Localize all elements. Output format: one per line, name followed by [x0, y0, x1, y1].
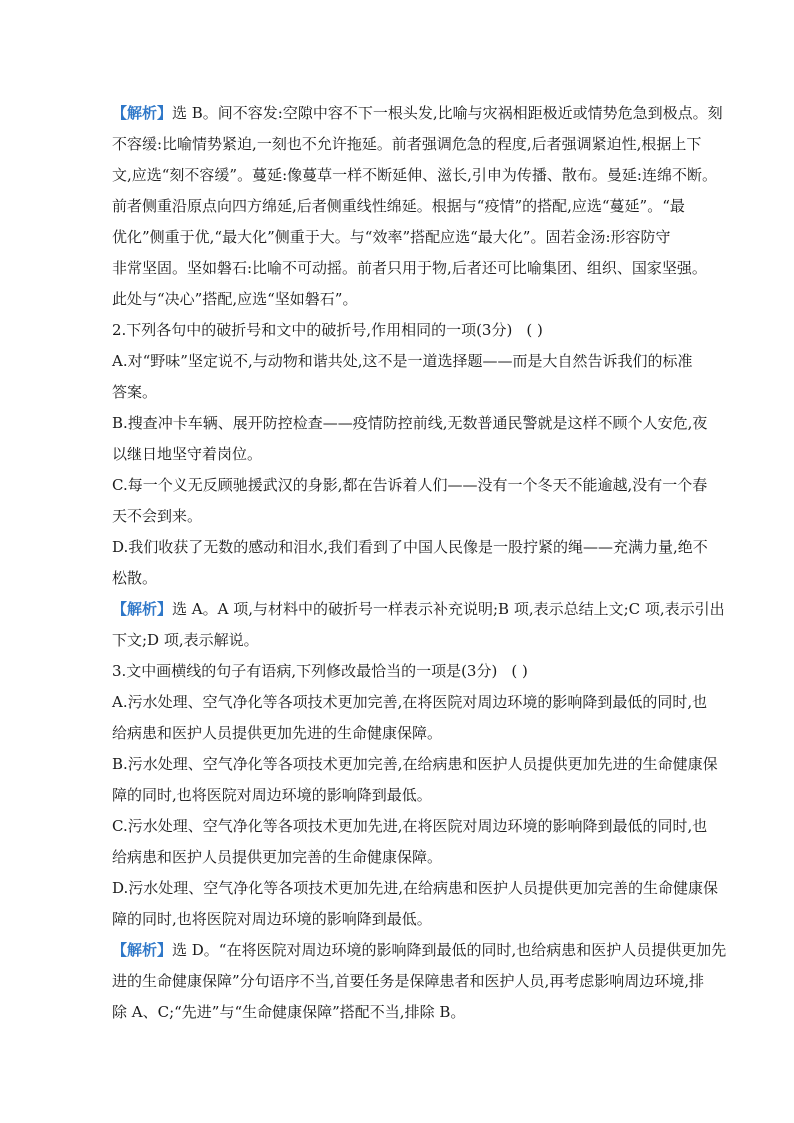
analysis-2-line-1: 【解析】选 A。A 项,与材料中的破折号一样表示补充说明;B 项,表示总结上文;C 项,表示引出	[112, 600, 725, 618]
analysis-label: 【解析】	[112, 941, 173, 959]
analysis-1-line-3: 文,应选“刻不容缓”。蔓延:像蔓草一样不断延伸、滋长,引申为传播、散布。曼延:连绵不断。	[112, 166, 717, 184]
question-3-option-d: D.污水处理、空气净化等各项技术更加先进,在给病患和医护人员提供更加完善的生命健康保	[112, 879, 719, 897]
question-2-option-a-cont: 答案。	[112, 383, 158, 401]
question-3-stem: 3.文中画横线的句子有语病,下列修改最恰当的一项是(3分) ( )	[112, 656, 682, 687]
answer-blank: ( )	[511, 662, 528, 680]
question-2-option-c: C.每一个义无反顾驰援武汉的身影,都在告诉着人们——没有一个冬天不能逾越,没有一个春	[112, 476, 708, 494]
question-2-stem: 2.下列各句中的破折号和文中的破折号,作用相同的一项(3分) ( )	[112, 315, 682, 346]
answer-blank: ( )	[526, 321, 543, 339]
question-3-option-b: B.污水处理、空气净化等各项技术更加完善,在给病患和医护人员提供更加先进的生命健康保	[112, 755, 718, 773]
analysis-3-line-3: 除 A、C;“先进”与“生命健康保障”搭配不当,排除 B。	[112, 1003, 466, 1021]
analysis-3-line-2: 进的生命健康保障”分句语序不当,首要任务是保障患者和医护人员,再考虑影响周边环境,排	[112, 972, 704, 990]
analysis-1-line-5: 优化”侧重于优,“最大化”侧重于大。与“效率”搭配应选“最大化”。固若金汤:形容防守	[112, 228, 671, 246]
question-2-option-d-cont: 松散。	[112, 569, 158, 587]
analysis-1-line-1: 【解析】选 B。间不容发:空隙中容不下一根头发,比喻与灾祸相距极近或情势危急到极点。刻	[112, 104, 723, 122]
question-2-option-d: D.我们收获了无数的感动和泪水,我们看到了中国人民像是一股拧紧的绳——充满力量,绝不	[112, 538, 708, 556]
analysis-1-line-4: 前者侧重沿原点向四方绵延,后者侧重线性绵延。根据与“疫情”的搭配,应选“蔓延”。“最	[112, 197, 685, 215]
question-3-option-a: A.污水处理、空气净化等各项技术更加完善,在将医院对周边环境的影响降到最低的同时,也	[112, 693, 708, 711]
question-2-option-c-cont: 天不会到来。	[112, 507, 203, 525]
analysis-label: 【解析】	[112, 600, 173, 618]
analysis-label: 【解析】	[112, 104, 173, 122]
question-2-option-a: A.对“野味”坚定说不,与动物和谐共处,这不是一道选择题——而是大自然告诉我们的标准	[112, 352, 693, 370]
analysis-3-line-1: 【解析】选 D。“在将医院对周边环境的影响降到最低的同时,也给病患和医护人员提供更加先	[112, 941, 727, 959]
question-3-option-c: C.污水处理、空气净化等各项技术更加先进,在将医院对周边环境的影响降到最低的同时,也	[112, 817, 708, 835]
question-2-option-b: B.搜查冲卡车辆、展开防控检查——疫情防控前线,无数普通民警就是这样不顾个人安危,夜	[112, 414, 708, 432]
analysis-1-line-6: 非常坚固。坚如磐石:比喻不可动摇。前者只用于物,后者还可比喻集团、组织、国家坚强。	[112, 259, 707, 277]
question-3-option-c-cont: 给病患和医护人员提供更加完善的生命健康保障。	[112, 848, 443, 866]
analysis-2-line-2: 下文;D 项,表示解说。	[112, 631, 259, 649]
question-2-option-b-cont: 以继日地坚守着岗位。	[112, 445, 263, 463]
question-3-option-b-cont: 障的同时,也将医院对周边环境的影响降到最低。	[112, 786, 432, 804]
question-3-option-d-cont: 障的同时,也将医院对周边环境的影响降到最低。	[112, 910, 432, 928]
document-page	[112, 98, 727, 1028]
question-3-option-a-cont: 给病患和医护人员提供更加先进的生命健康保障。	[112, 724, 443, 742]
analysis-1-line-7: 此处与“决心”搭配,应选“坚如磐石”。	[112, 290, 358, 308]
analysis-1-line-2: 不容缓:比喻情势紧迫,一刻也不允许拖延。前者强调危急的程度,后者强调紧迫性,根据上下	[112, 135, 702, 153]
